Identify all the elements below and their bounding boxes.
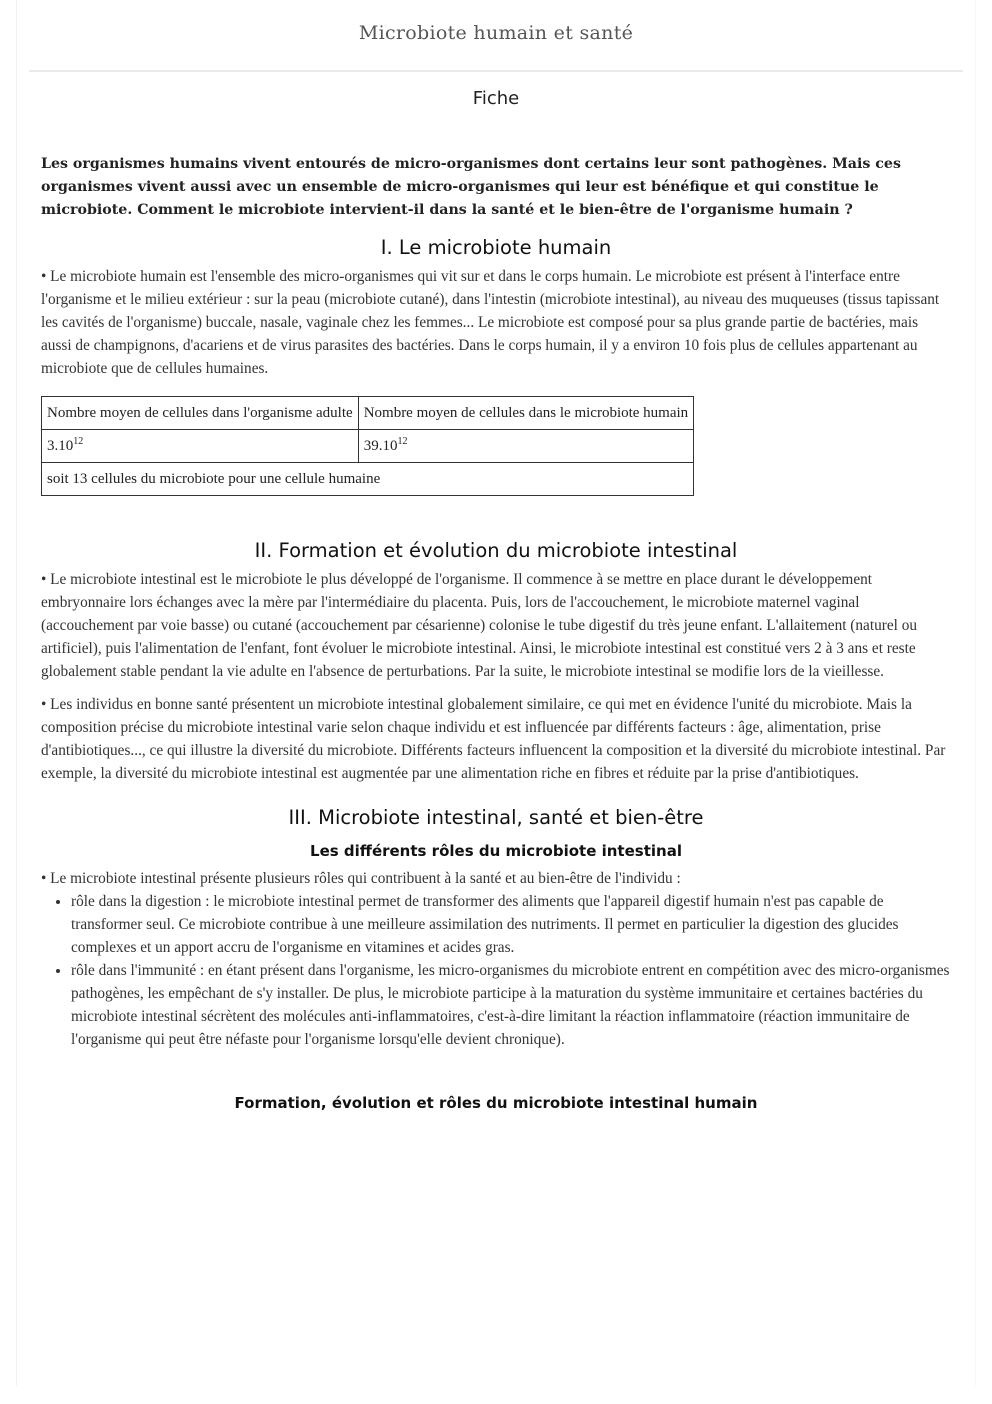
- cell-count-table: [41, 396, 694, 496]
- value-exponent: 12: [73, 435, 84, 447]
- section-3-heading: III. Microbiote intestinal, santé et bien-être: [288, 806, 704, 829]
- section-3-subheading: Les différents rôles du microbiote intestinal: [310, 842, 682, 860]
- header-divider: [29, 70, 963, 72]
- section-1-paragraph: • Le microbiote humain est l'ensemble des micro-organismes qui vit sur et dans le corps humain. Le microbiote est présent à l'interface entre l'organisme et le milieu extérieur : sur la peau (microbiote cutané), dans l'intestin (microbiote intestinal), au niveau des muqueuses (tissus tapissant les cavités de l'organisme) buccale, nasale, vaginale chez les femmes... Le microbiote est composé pour sa plus grande partie de bactéries, mais aussi de champignons, d'acariens et de virus parasites des bactéries. Dans le corps humain, il y a environ 10 fois plus de cellules appartenant au microbiote que de cellules humaines.: [41, 268, 940, 377]
- value-exponent: 12: [397, 435, 408, 447]
- section-2-paragraph-1: • Le microbiote intestinal est le microbiote le plus développé de l'organisme. Il commence à se mettre en place durant le développement embryonnaire lors échanges avec la mère par l'intermédiaire du placenta. Puis, lors de l'accouchement, le microbiote maternel vaginal (accouchement par voie basse) ou cutané (accouchement par césarienne) colonise le tube digestif du très jeune enfant. L'allaitement (naturel ou artificiel), puis l'alimentation de l'enfant, font évoluer le microbiote intestinal. Ainsi, le microbiote intestinal est constitué vers 2 à 3 ans et reste globalement stable pendant la vie adulte en l'absence de perturbations. Par la suite, le microbiote intestinal se modifie lors de la vieillesse.: [41, 571, 917, 680]
- figure-title: Formation, évolution et rôles du microbiote intestinal humain: [234, 1094, 758, 1112]
- roles-list: [41, 890, 951, 1051]
- list-item-digestion: • rôle dans la digestion : le microbiote intestinal permet de transformer des aliments que l'appareil digestif humain n'est pas capable de transformer seul. Ce microbiote contribue à une meilleure assimilation des nutriments. Il permet en particulier la digestion des glucides complexes et un apport accru de l'organisme en vitamines et acides gras.: [71, 890, 951, 959]
- table-header-cell: Nombre moyen de cellules dans le microbiote humain: [358, 397, 694, 430]
- page-container: [16, 0, 976, 1386]
- table-row: [42, 430, 694, 463]
- value-base: 3.10: [47, 437, 74, 454]
- table-footer-row: [42, 463, 694, 496]
- section-2-heading: II. Formation et évolution du microbiote intestinal: [254, 539, 738, 562]
- site-title: Microbiote humain et santé: [358, 22, 634, 44]
- value-base: 39.10: [363, 437, 398, 454]
- table-footer-cell: soit 13 cellules du microbiote pour une cellule humaine: [42, 463, 694, 496]
- article-content: [41, 153, 951, 1113]
- section-3-lead: • Le microbiote intestinal présente plusieurs rôles qui contribuent à la santé et au bien-être de l'individu :: [41, 870, 681, 887]
- page-subtitle: Fiche: [472, 88, 520, 109]
- table-header-row: [42, 397, 694, 430]
- intro-paragraph: Les organismes humains vivent entourés de micro-organismes dont certains leur sont pathogènes. Mais ces organismes vivent aussi avec un ensemble de micro-organismes qui leur est bénéfique et qui constitue le microbiote. Comment le microbiote intervient-il dans la santé et le bien-être de l'organisme humain ?: [41, 156, 901, 218]
- list-item-immunity: • rôle dans l'immunité : en étant présent dans l'organisme, les micro-organismes du microbiote entrent en compétition avec des micro-organismes pathogènes, les empêchant de s'y installer. De plus, le microbiote participe à la maturation du système immunitaire et certaines bactéries du microbiote intestinal sécrètent des molécules anti-inflammatoires, c'est-à-dire limitant la réaction inflammatoire (réaction immunitaire de l'organisme qui peut être néfaste pour l'organisme lorsqu'elle devient chronique).: [71, 959, 951, 1051]
- table-cell-microbiote-cells: [358, 430, 694, 463]
- table-header-cell: Nombre moyen de cellules dans l'organisme adulte: [42, 397, 359, 430]
- table-cell-human-cells: [42, 430, 359, 463]
- section-1-heading: I. Le microbiote humain: [380, 236, 612, 259]
- section-2-paragraph-2: • Les individus en bonne santé présentent un microbiote intestinal globalement similaire, ce qui met en évidence l'unité du microbiote. Mais la composition précise du microbiote intestinal varie selon chaque individu et est influencée par différents facteurs : âge, alimentation, prise d'antibiotiques..., ce qui illustre la diversité du microbiote. Différents facteurs influencent la composition et la diversité du microbiote intestinal. Par exemple, la diversité du microbiote intestinal est augmentée par une alimentation riche en fibres et réduite par la prise d'antibiotiques.: [41, 696, 946, 782]
